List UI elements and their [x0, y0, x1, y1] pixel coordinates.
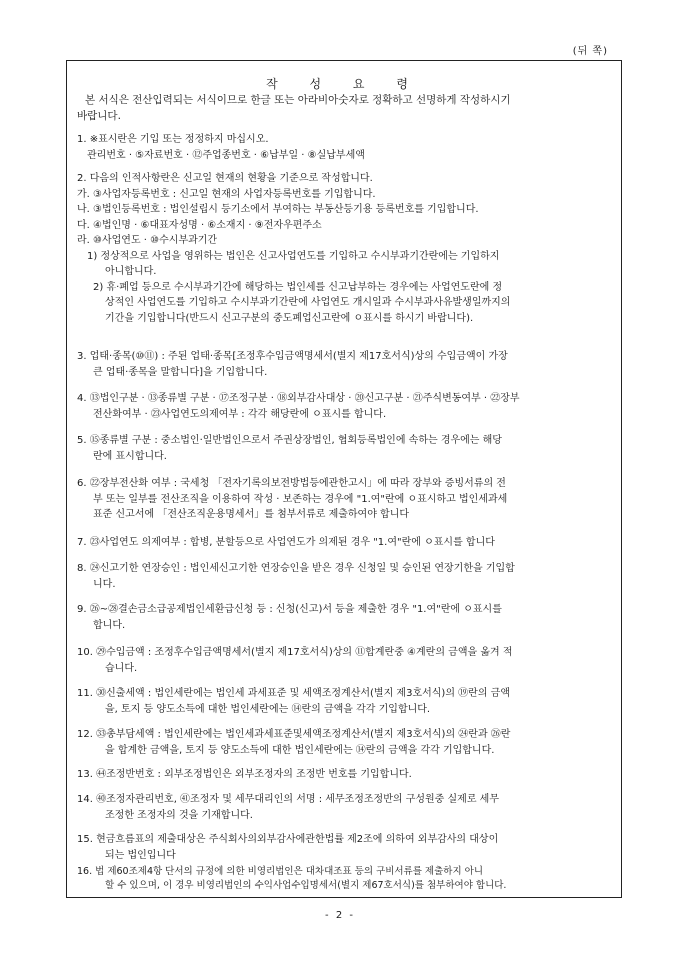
item-line: 1) 정상적으로 사업을 영위하는 법인은 신고사업연도를 기입하고 수시부과기간란에는 기입하지 — [87, 250, 500, 262]
page-number: - 2 - — [325, 910, 355, 921]
instruction-item-5 — [77, 433, 613, 464]
instruction-item-6 — [77, 476, 613, 523]
item-line: 전산화여부 · ㉓사업연도의제여부 : 각각 해당란에 ㅇ표시를 합니다. — [93, 408, 387, 420]
item-line: 부 또는 일부를 전산조직을 이용하여 작성 · 보존하는 경우에 "1.여"란에 ㅇ표시하고 법인세과세 — [93, 493, 508, 505]
item-line: 표준 신고서에 「전산조직운용명세서」를 첨부서류로 제출하여야 합니다 — [93, 509, 410, 520]
item-line: 7. ㉓사업연도 의제여부 : 합병, 분할등으로 사업연도가 의제된 경우 "1.여"란에 ㅇ표시를 합니다 — [77, 537, 495, 548]
instruction-item-11 — [77, 686, 613, 717]
item-line: 습니다. — [105, 662, 138, 674]
item-line: 가. ③사업자등록번호 : 신고일 현재의 사업자등록번호를 기입합니다. — [77, 188, 376, 200]
item-line: 13. ㊹조정반번호 : 외부조정법인은 외부조정자의 조정반 번호를 기입합니다. — [77, 769, 412, 780]
item-line: 나. ③법인등록번호 : 법인설립시 등기소에서 부여하는 부동산등기용 등록번호를 기입합니다. — [77, 204, 479, 215]
instructions-frame — [66, 60, 622, 898]
intro-line: 본 서식은 전산입력되는 서식이므로 한글 또는 아라비아숫자로 정확하고 선명하게 작성하시기 — [85, 94, 511, 106]
item-line: 합니다. — [93, 619, 126, 631]
instruction-item-2 — [77, 171, 613, 326]
item-line: 5. ⑮종류별 구분 : 중소법인·일반법인으로서 주권상장법인, 협회등록법인에 속하는 경우에는 해당 — [77, 435, 502, 446]
item-line: 3. 업태·종목(⑩⑪) : 주된 업태·종목[조정후수입금액명세서(별지 제17호서식)상의 수입금액이 가장 — [77, 351, 508, 362]
item-line: 되는 법인입니다 — [105, 849, 176, 861]
instruction-item-15 — [77, 832, 613, 863]
intro-line: 바랍니다. — [77, 110, 121, 122]
item-line: 기간을 기입합니다(반드시 신고구분의 중도폐업신고란에 ㅇ표시를 하시기 바랍니다). — [105, 312, 474, 324]
item-line: 관리번호 · ⑤자료번호 · ⑫주업종번호 · ⑥납부일 · ⑧실납부세액 — [87, 149, 365, 161]
item-line: 16. 법 제60조제4항 단서의 규정에 의한 비영리법인은 대차대조표 등의 구비서류를 제출하지 아니 — [77, 866, 484, 877]
item-line: 을 합계한 금액을, 토지 등 양도소득에 대한 법인세란에는 ⑭란의 금액을 각각 기입합니다. — [105, 744, 495, 756]
item-line: 라. ⑩사업연도 · ⑩수시부과기간 — [77, 235, 218, 246]
instruction-item-9 — [77, 602, 613, 633]
item-line: 을, 토지 등 양도소득에 대한 법인세란에는 ⑭란의 금액을 각각 기입합니다. — [105, 703, 431, 715]
item-line: 조정한 조정자의 것을 기재합니다. — [105, 809, 253, 821]
instruction-item-4 — [77, 391, 613, 422]
instruction-item-10 — [77, 645, 613, 676]
item-line: 할 수 있으며, 이 경우 비영리법인의 수익사업수입명세서(별지 제67호서식)를 첨부하여야 합니다. — [105, 880, 507, 891]
document-title: 작 성 요 령 — [266, 77, 422, 91]
page-side-note: (뒤 쪽) — [572, 46, 608, 57]
item-line: 다. ④법인명 · ⑥대표자성명 · ⑥소재지 · ⑨전자우편주소 — [77, 219, 322, 231]
item-line: 9. ㉖~㉘결손금소급공제법인세환급신청 등 : 신청(신고)서 등을 제출한 경우 "1.여"란에 ㅇ표시를 — [77, 604, 502, 615]
instruction-item-12 — [77, 727, 613, 758]
instruction-item-8 — [77, 561, 613, 592]
item-line: 니다. — [93, 578, 116, 590]
intro-paragraph — [77, 92, 611, 124]
item-line: 12. ㉝총부담세액 : 법인세란에는 법인세과세표준및세액조정계산서(별지 제3호서식)의 ㉔란과 ㉖란 — [77, 729, 511, 740]
item-line: 8. ㉔신고기한 연장승인 : 법인세신고기한 연장승인을 받은 경우 신청일 및 승인된 연장기한을 기입합 — [77, 563, 515, 574]
item-line: 15. 현금흐름표의 제출대상은 주식회사의외부감사에관한법률 제2조에 의하여 외부감사의 대상이 — [77, 834, 499, 845]
instruction-item-16 — [77, 865, 613, 893]
item-line: 4. ⑬법인구분 · ⑬종류별 구분 · ⑰조정구분 · ⑱외부감사대상 · ⑳신고구분 · ㉑주식변동여부 · ㉒장부 — [77, 393, 520, 404]
item-line: 11. ㉚신출세액 : 법인세란에는 법인세 과세표준 및 세액조정계산서(별지 제3호서식)의 ⑲란의 금액 — [77, 688, 510, 699]
item-line: 상적인 사업연도를 기입하고 수시부과기간란에 사업연도 개시일과 수시부과사유발생일까지의 — [105, 297, 511, 308]
instruction-item-13 — [77, 767, 613, 783]
instruction-item-7 — [77, 535, 613, 551]
instruction-item-14 — [77, 792, 613, 823]
item-line: 큰 업태·종목을 말합니다]을 기입합니다. — [93, 366, 268, 378]
item-line: 14. ㊵조정자관리번호, ㊶조정자 및 세무대리인의 서명 : 세무조정조정반의 구성원중 실제로 세무 — [77, 794, 499, 805]
item-line: 10. ㉙수입금액 : 조정후수입금액명세서(별지 제17호서식)상의 ⑪합계란중 ④계란의 금액을 옮겨 적 — [77, 647, 513, 658]
item-line: 2. 다음의 인적사항란은 신고일 현재의 현황을 기준으로 작성합니다. — [77, 173, 373, 184]
item-line: 6. ㉒장부전산화 여부 : 국세청 「전자기록의보전방법등에관한고시」에 따라 장부와 증빙서류의 전 — [77, 478, 506, 489]
instruction-item-1 — [77, 132, 613, 163]
item-line: 아니합니다. — [105, 266, 157, 277]
item-line: 란에 표시합니다. — [93, 450, 167, 462]
item-line: 1. ※표시란은 기입 또는 정정하지 마십시오. — [77, 134, 269, 145]
item-line: 2) 휴·폐업 등으로 수시부과기간에 해당하는 법인세를 신고납부하는 경우에는 사업연도란에 정 — [93, 281, 503, 293]
instruction-item-3 — [77, 349, 613, 380]
